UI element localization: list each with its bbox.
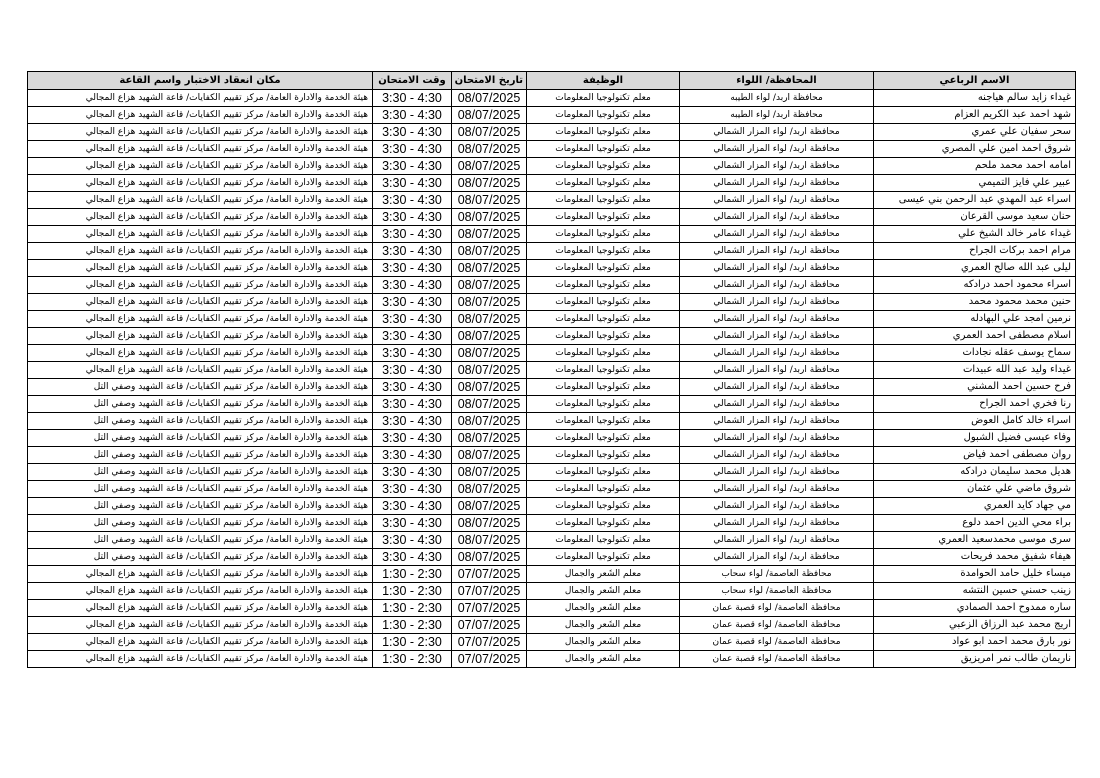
cell-job: معلم تكنولوجيا المعلومات	[527, 107, 680, 124]
cell-place: هيئة الخدمة والادارة العامة/ مركز تقييم الكفايات/ قاعة الشهيد هزاع المجالي	[28, 141, 373, 158]
cell-date: 08/07/2025	[452, 124, 527, 141]
table-row	[28, 634, 1076, 651]
cell-job: معلم تكنولوجيا المعلومات	[527, 277, 680, 294]
cell-time: 1:30 - 2:30	[373, 651, 452, 668]
table-row	[28, 243, 1076, 260]
cell-date: 08/07/2025	[452, 379, 527, 396]
cell-time: 3:30 - 4:30	[373, 396, 452, 413]
cell-governorate: محافظة اربد/ لواء المزار الشمالي	[680, 243, 874, 260]
cell-job: معلم تكنولوجيا المعلومات	[527, 396, 680, 413]
cell-name: ناريمان طالب نمر امريزيق	[874, 651, 1076, 668]
cell-time: 3:30 - 4:30	[373, 124, 452, 141]
cell-name: حنان سعيد موسى القرعان	[874, 209, 1076, 226]
table-row	[28, 617, 1076, 634]
cell-name: ميساء خليل حامد الحوامدة	[874, 566, 1076, 583]
table-row	[28, 566, 1076, 583]
cell-place: هيئة الخدمة والادارة العامة/ مركز تقييم الكفايات/ قاعة الشهيد وصفي التل	[28, 464, 373, 481]
cell-date: 08/07/2025	[452, 464, 527, 481]
table-row	[28, 583, 1076, 600]
cell-time: 3:30 - 4:30	[373, 481, 452, 498]
cell-place: هيئة الخدمة والادارة العامة/ مركز تقييم الكفايات/ قاعة الشهيد هزاع المجالي	[28, 345, 373, 362]
cell-governorate: محافظة اربد/ لواء المزار الشمالي	[680, 328, 874, 345]
cell-job: معلم تكنولوجيا المعلومات	[527, 464, 680, 481]
table-row	[28, 277, 1076, 294]
cell-job: معلم الشَعر والجمال	[527, 600, 680, 617]
cell-job: معلم تكنولوجيا المعلومات	[527, 192, 680, 209]
cell-job: معلم تكنولوجيا المعلومات	[527, 294, 680, 311]
cell-name: مرام احمد بركات الجراح	[874, 243, 1076, 260]
cell-date: 08/07/2025	[452, 260, 527, 277]
cell-governorate: محافظة اربد/ لواء المزار الشمالي	[680, 226, 874, 243]
cell-place: هيئة الخدمة والادارة العامة/ مركز تقييم الكفايات/ قاعة الشهيد وصفي التل	[28, 430, 373, 447]
cell-date: 07/07/2025	[452, 617, 527, 634]
cell-date: 07/07/2025	[452, 583, 527, 600]
cell-governorate: محافظة اربد/ لواء المزار الشمالي	[680, 362, 874, 379]
cell-name: ساره ممدوح احمد الصمادي	[874, 600, 1076, 617]
cell-name: اسلام مصطفى احمد العمري	[874, 328, 1076, 345]
table-row	[28, 158, 1076, 175]
header-name: الاسم الرباعي	[874, 72, 1076, 90]
cell-governorate: محافظة اربد/ لواء المزار الشمالي	[680, 498, 874, 515]
table-header-row	[28, 72, 1076, 90]
cell-governorate: محافظة اربد/ لواء المزار الشمالي	[680, 549, 874, 566]
cell-place: هيئة الخدمة والادارة العامة/ مركز تقييم الكفايات/ قاعة الشهيد هزاع المجالي	[28, 311, 373, 328]
cell-job: معلم الشَعر والجمال	[527, 634, 680, 651]
cell-date: 07/07/2025	[452, 566, 527, 583]
table-row	[28, 498, 1076, 515]
cell-governorate: محافظة اربد/ لواء المزار الشمالي	[680, 464, 874, 481]
cell-date: 08/07/2025	[452, 158, 527, 175]
cell-place: هيئة الخدمة والادارة العامة/ مركز تقييم الكفايات/ قاعة الشهيد هزاع المجالي	[28, 107, 373, 124]
cell-name: امامه احمد محمد ملحم	[874, 158, 1076, 175]
cell-governorate: محافظة اربد/ لواء المزار الشمالي	[680, 379, 874, 396]
cell-date: 08/07/2025	[452, 294, 527, 311]
cell-time: 3:30 - 4:30	[373, 379, 452, 396]
cell-governorate: محافظة اربد/ لواء المزار الشمالي	[680, 532, 874, 549]
table-row	[28, 311, 1076, 328]
table-row	[28, 226, 1076, 243]
cell-time: 3:30 - 4:30	[373, 413, 452, 430]
cell-place: هيئة الخدمة والادارة العامة/ مركز تقييم الكفايات/ قاعة الشهيد هزاع المجالي	[28, 651, 373, 668]
cell-job: معلم تكنولوجيا المعلومات	[527, 515, 680, 532]
cell-time: 3:30 - 4:30	[373, 430, 452, 447]
cell-governorate: محافظة اربد/ لواء المزار الشمالي	[680, 277, 874, 294]
table-row	[28, 294, 1076, 311]
cell-date: 08/07/2025	[452, 362, 527, 379]
cell-name: براء محي الدين احمد دلوع	[874, 515, 1076, 532]
cell-place: هيئة الخدمة والادارة العامة/ مركز تقييم الكفايات/ قاعة الشهيد وصفي التل	[28, 447, 373, 464]
cell-place: هيئة الخدمة والادارة العامة/ مركز تقييم الكفايات/ قاعة الشهيد هزاع المجالي	[28, 583, 373, 600]
table-row	[28, 549, 1076, 566]
cell-time: 1:30 - 2:30	[373, 583, 452, 600]
cell-place: هيئة الخدمة والادارة العامة/ مركز تقييم الكفايات/ قاعة الشهيد وصفي التل	[28, 515, 373, 532]
cell-name: غيداء عامر خالد الشيخ علي	[874, 226, 1076, 243]
cell-time: 3:30 - 4:30	[373, 107, 452, 124]
cell-governorate: محافظة اربد/ لواء المزار الشمالي	[680, 345, 874, 362]
cell-time: 3:30 - 4:30	[373, 549, 452, 566]
cell-date: 08/07/2025	[452, 498, 527, 515]
cell-place: هيئة الخدمة والادارة العامة/ مركز تقييم الكفايات/ قاعة الشهيد هزاع المجالي	[28, 362, 373, 379]
cell-place: هيئة الخدمة والادارة العامة/ مركز تقييم الكفايات/ قاعة الشهيد هزاع المجالي	[28, 294, 373, 311]
cell-time: 3:30 - 4:30	[373, 158, 452, 175]
cell-time: 1:30 - 2:30	[373, 634, 452, 651]
cell-governorate: محافظة اربد/ لواء المزار الشمالي	[680, 141, 874, 158]
cell-governorate: محافظة اربد/ لواء المزار الشمالي	[680, 413, 874, 430]
cell-governorate: محافظة العاصمة/ لواء قصبة عمان	[680, 634, 874, 651]
cell-governorate: محافظة اربد/ لواء المزار الشمالي	[680, 396, 874, 413]
cell-governorate: محافظة العاصمة/ لواء قصبة عمان	[680, 600, 874, 617]
cell-date: 08/07/2025	[452, 107, 527, 124]
table-row	[28, 141, 1076, 158]
cell-name: حنين محمد محمود محمد	[874, 294, 1076, 311]
exam-schedule-sheet	[27, 71, 1075, 668]
cell-date: 08/07/2025	[452, 311, 527, 328]
exam-schedule-table	[27, 71, 1076, 668]
cell-place: هيئة الخدمة والادارة العامة/ مركز تقييم الكفايات/ قاعة الشهيد هزاع المجالي	[28, 566, 373, 583]
cell-name: شهد احمد عبد الكريم العزام	[874, 107, 1076, 124]
cell-time: 3:30 - 4:30	[373, 328, 452, 345]
cell-governorate: محافظة العاصمة/ لواء قصبة عمان	[680, 651, 874, 668]
cell-place: هيئة الخدمة والادارة العامة/ مركز تقييم الكفايات/ قاعة الشهيد وصفي التل	[28, 413, 373, 430]
header-place: مكان انعقاد الاختبار واسم القاعة	[28, 72, 373, 90]
cell-date: 08/07/2025	[452, 345, 527, 362]
cell-time: 3:30 - 4:30	[373, 141, 452, 158]
cell-governorate: محافظة اربد/ لواء المزار الشمالي	[680, 175, 874, 192]
cell-time: 3:30 - 4:30	[373, 175, 452, 192]
table-row	[28, 651, 1076, 668]
cell-name: سرى موسى محمدسعيد العمري	[874, 532, 1076, 549]
cell-governorate: محافظة اربد/ لواء المزار الشمالي	[680, 124, 874, 141]
cell-name: شروق احمد امين علي المصري	[874, 141, 1076, 158]
cell-name: ليلى عبد الله صالح العمري	[874, 260, 1076, 277]
cell-date: 08/07/2025	[452, 413, 527, 430]
cell-date: 07/07/2025	[452, 634, 527, 651]
cell-time: 3:30 - 4:30	[373, 532, 452, 549]
cell-governorate: محافظة اربد/ لواء المزار الشمالي	[680, 481, 874, 498]
cell-place: هيئة الخدمة والادارة العامة/ مركز تقييم الكفايات/ قاعة الشهيد هزاع المجالي	[28, 600, 373, 617]
table-row	[28, 379, 1076, 396]
cell-place: هيئة الخدمة والادارة العامة/ مركز تقييم الكفايات/ قاعة الشهيد هزاع المجالي	[28, 328, 373, 345]
cell-date: 08/07/2025	[452, 549, 527, 566]
cell-job: معلم تكنولوجيا المعلومات	[527, 430, 680, 447]
cell-place: هيئة الخدمة والادارة العامة/ مركز تقييم الكفايات/ قاعة الشهيد هزاع المجالي	[28, 90, 373, 107]
cell-job: معلم تكنولوجيا المعلومات	[527, 328, 680, 345]
cell-time: 3:30 - 4:30	[373, 464, 452, 481]
cell-date: 08/07/2025	[452, 175, 527, 192]
cell-time: 3:30 - 4:30	[373, 294, 452, 311]
cell-place: هيئة الخدمة والادارة العامة/ مركز تقييم الكفايات/ قاعة الشهيد هزاع المجالي	[28, 226, 373, 243]
cell-time: 3:30 - 4:30	[373, 362, 452, 379]
table-row	[28, 481, 1076, 498]
cell-time: 3:30 - 4:30	[373, 515, 452, 532]
cell-name: شروق ماضي علي عثمان	[874, 481, 1076, 498]
table-row	[28, 90, 1076, 107]
cell-name: فرح حسين احمد المشني	[874, 379, 1076, 396]
cell-date: 08/07/2025	[452, 328, 527, 345]
cell-date: 08/07/2025	[452, 532, 527, 549]
cell-governorate: محافظة اربد/ لواء المزار الشمالي	[680, 447, 874, 464]
cell-name: اسراء محمود احمد درادكه	[874, 277, 1076, 294]
cell-governorate: محافظة اربد/ لواء المزار الشمالي	[680, 294, 874, 311]
cell-job: معلم تكنولوجيا المعلومات	[527, 498, 680, 515]
cell-governorate: محافظة اربد/ لواء المزار الشمالي	[680, 430, 874, 447]
cell-time: 1:30 - 2:30	[373, 600, 452, 617]
cell-place: هيئة الخدمة والادارة العامة/ مركز تقييم الكفايات/ قاعة الشهيد هزاع المجالي	[28, 243, 373, 260]
cell-job: معلم تكنولوجيا المعلومات	[527, 447, 680, 464]
cell-name: مي جهاد كايد العمري	[874, 498, 1076, 515]
cell-time: 3:30 - 4:30	[373, 226, 452, 243]
cell-job: معلم تكنولوجيا المعلومات	[527, 345, 680, 362]
table-row	[28, 532, 1076, 549]
cell-job: معلم تكنولوجيا المعلومات	[527, 481, 680, 498]
cell-job: معلم الشَعر والجمال	[527, 583, 680, 600]
cell-date: 08/07/2025	[452, 447, 527, 464]
cell-time: 3:30 - 4:30	[373, 345, 452, 362]
cell-time: 3:30 - 4:30	[373, 447, 452, 464]
cell-date: 08/07/2025	[452, 481, 527, 498]
table-row	[28, 260, 1076, 277]
cell-place: هيئة الخدمة والادارة العامة/ مركز تقييم الكفايات/ قاعة الشهيد هزاع المجالي	[28, 175, 373, 192]
cell-job: معلم تكنولوجيا المعلومات	[527, 175, 680, 192]
cell-date: 08/07/2025	[452, 396, 527, 413]
table-row	[28, 209, 1076, 226]
cell-place: هيئة الخدمة والادارة العامة/ مركز تقييم الكفايات/ قاعة الشهيد هزاع المجالي	[28, 634, 373, 651]
cell-job: معلم تكنولوجيا المعلومات	[527, 311, 680, 328]
cell-name: اسراء خالد كامل العوض	[874, 413, 1076, 430]
cell-date: 08/07/2025	[452, 226, 527, 243]
cell-date: 07/07/2025	[452, 600, 527, 617]
cell-governorate: محافظة اربد/ لواء المزار الشمالي	[680, 192, 874, 209]
cell-name: غيداء وليد عبد الله عبيدات	[874, 362, 1076, 379]
table-row	[28, 362, 1076, 379]
cell-date: 08/07/2025	[452, 277, 527, 294]
table-row	[28, 345, 1076, 362]
cell-date: 08/07/2025	[452, 515, 527, 532]
cell-time: 3:30 - 4:30	[373, 260, 452, 277]
cell-governorate: محافظة العاصمة/ لواء سحاب	[680, 583, 874, 600]
cell-name: غيداء زايد سالم هياجنه	[874, 90, 1076, 107]
cell-name: رنا فخري احمد الجراح	[874, 396, 1076, 413]
cell-name: نرمين امجد علي البهادله	[874, 311, 1076, 328]
cell-job: معلم الشَعر والجمال	[527, 617, 680, 634]
table-row	[28, 430, 1076, 447]
cell-place: هيئة الخدمة والادارة العامة/ مركز تقييم الكفايات/ قاعة الشهيد هزاع المجالي	[28, 277, 373, 294]
cell-job: معلم تكنولوجيا المعلومات	[527, 362, 680, 379]
cell-name: سحر سفيان علي عمري	[874, 124, 1076, 141]
cell-date: 08/07/2025	[452, 192, 527, 209]
table-row	[28, 107, 1076, 124]
cell-place: هيئة الخدمة والادارة العامة/ مركز تقييم الكفايات/ قاعة الشهيد وصفي التل	[28, 481, 373, 498]
cell-time: 3:30 - 4:30	[373, 498, 452, 515]
table-row	[28, 124, 1076, 141]
table-row	[28, 600, 1076, 617]
cell-governorate: محافظة اربد/ لواء المزار الشمالي	[680, 158, 874, 175]
cell-job: معلم تكنولوجيا المعلومات	[527, 260, 680, 277]
cell-job: معلم الشَعر والجمال	[527, 651, 680, 668]
table-row	[28, 192, 1076, 209]
cell-place: هيئة الخدمة والادارة العامة/ مركز تقييم الكفايات/ قاعة الشهيد وصفي التل	[28, 532, 373, 549]
table-body	[28, 90, 1076, 668]
cell-place: هيئة الخدمة والادارة العامة/ مركز تقييم الكفايات/ قاعة الشهيد هزاع المجالي	[28, 158, 373, 175]
cell-date: 07/07/2025	[452, 651, 527, 668]
cell-job: معلم الشَعر والجمال	[527, 566, 680, 583]
cell-job: معلم تكنولوجيا المعلومات	[527, 124, 680, 141]
cell-place: هيئة الخدمة والادارة العامة/ مركز تقييم الكفايات/ قاعة الشهيد هزاع المجالي	[28, 260, 373, 277]
cell-governorate: محافظة اربد/ لواء الطيبه	[680, 107, 874, 124]
cell-name: اسراء عبد المهدي عبد الرحمن بني عيسى	[874, 192, 1076, 209]
cell-place: هيئة الخدمة والادارة العامة/ مركز تقييم الكفايات/ قاعة الشهيد وصفي التل	[28, 498, 373, 515]
cell-job: معلم تكنولوجيا المعلومات	[527, 226, 680, 243]
cell-job: معلم تكنولوجيا المعلومات	[527, 141, 680, 158]
cell-place: هيئة الخدمة والادارة العامة/ مركز تقييم الكفايات/ قاعة الشهيد وصفي التل	[28, 379, 373, 396]
cell-governorate: محافظة اربد/ لواء المزار الشمالي	[680, 311, 874, 328]
cell-name: زينب حسني حسين النتشه	[874, 583, 1076, 600]
cell-time: 3:30 - 4:30	[373, 277, 452, 294]
table-row	[28, 447, 1076, 464]
cell-job: معلم تكنولوجيا المعلومات	[527, 158, 680, 175]
cell-place: هيئة الخدمة والادارة العامة/ مركز تقييم الكفايات/ قاعة الشهيد هزاع المجالي	[28, 192, 373, 209]
cell-name: نور بارق محمد احمد ابو عواد	[874, 634, 1076, 651]
cell-date: 08/07/2025	[452, 430, 527, 447]
cell-job: معلم تكنولوجيا المعلومات	[527, 90, 680, 107]
cell-name: هديل محمد سليمان درادكه	[874, 464, 1076, 481]
cell-place: هيئة الخدمة والادارة العامة/ مركز تقييم الكفايات/ قاعة الشهيد وصفي التل	[28, 396, 373, 413]
cell-time: 3:30 - 4:30	[373, 90, 452, 107]
cell-place: هيئة الخدمة والادارة العامة/ مركز تقييم الكفايات/ قاعة الشهيد وصفي التل	[28, 549, 373, 566]
cell-place: هيئة الخدمة والادارة العامة/ مركز تقييم الكفايات/ قاعة الشهيد هزاع المجالي	[28, 124, 373, 141]
cell-job: معلم تكنولوجيا المعلومات	[527, 413, 680, 430]
header-time: وقت الامتحان	[373, 72, 452, 90]
table-row	[28, 175, 1076, 192]
cell-date: 08/07/2025	[452, 141, 527, 158]
cell-date: 08/07/2025	[452, 90, 527, 107]
cell-job: معلم تكنولوجيا المعلومات	[527, 549, 680, 566]
cell-time: 3:30 - 4:30	[373, 311, 452, 328]
table-row	[28, 413, 1076, 430]
cell-name: وفاء عيسى فضيل الشبول	[874, 430, 1076, 447]
cell-time: 1:30 - 2:30	[373, 617, 452, 634]
cell-job: معلم تكنولوجيا المعلومات	[527, 379, 680, 396]
cell-job: معلم تكنولوجيا المعلومات	[527, 532, 680, 549]
cell-job: معلم تكنولوجيا المعلومات	[527, 209, 680, 226]
table-row	[28, 464, 1076, 481]
cell-name: عبير علي فايز التميمي	[874, 175, 1076, 192]
cell-date: 08/07/2025	[452, 243, 527, 260]
cell-time: 3:30 - 4:30	[373, 209, 452, 226]
header-governorate: المحافظة/ اللواء	[680, 72, 874, 90]
cell-governorate: محافظة اربد/ لواء المزار الشمالي	[680, 260, 874, 277]
cell-governorate: محافظة اربد/ لواء المزار الشمالي	[680, 209, 874, 226]
cell-time: 1:30 - 2:30	[373, 566, 452, 583]
cell-governorate: محافظة اربد/ لواء المزار الشمالي	[680, 515, 874, 532]
cell-date: 08/07/2025	[452, 209, 527, 226]
cell-place: هيئة الخدمة والادارة العامة/ مركز تقييم الكفايات/ قاعة الشهيد هزاع المجالي	[28, 617, 373, 634]
cell-time: 3:30 - 4:30	[373, 192, 452, 209]
cell-name: هيفاء شفيق محمد فريحات	[874, 549, 1076, 566]
cell-place: هيئة الخدمة والادارة العامة/ مركز تقييم الكفايات/ قاعة الشهيد هزاع المجالي	[28, 209, 373, 226]
cell-governorate: محافظة اربد/ لواء الطيبه	[680, 90, 874, 107]
cell-name: روان مصطفى احمد فياض	[874, 447, 1076, 464]
cell-name: سماح يوسف عقله نجادات	[874, 345, 1076, 362]
header-job: الوظيفة	[527, 72, 680, 90]
cell-name: اريج محمد عبد الرزاق الزعبي	[874, 617, 1076, 634]
cell-governorate: محافظة العاصمة/ لواء سحاب	[680, 566, 874, 583]
cell-governorate: محافظة العاصمة/ لواء قصبة عمان	[680, 617, 874, 634]
table-row	[28, 515, 1076, 532]
cell-time: 3:30 - 4:30	[373, 243, 452, 260]
table-row	[28, 396, 1076, 413]
header-date: تاريخ الامتحان	[452, 72, 527, 90]
cell-job: معلم تكنولوجيا المعلومات	[527, 243, 680, 260]
table-row	[28, 328, 1076, 345]
